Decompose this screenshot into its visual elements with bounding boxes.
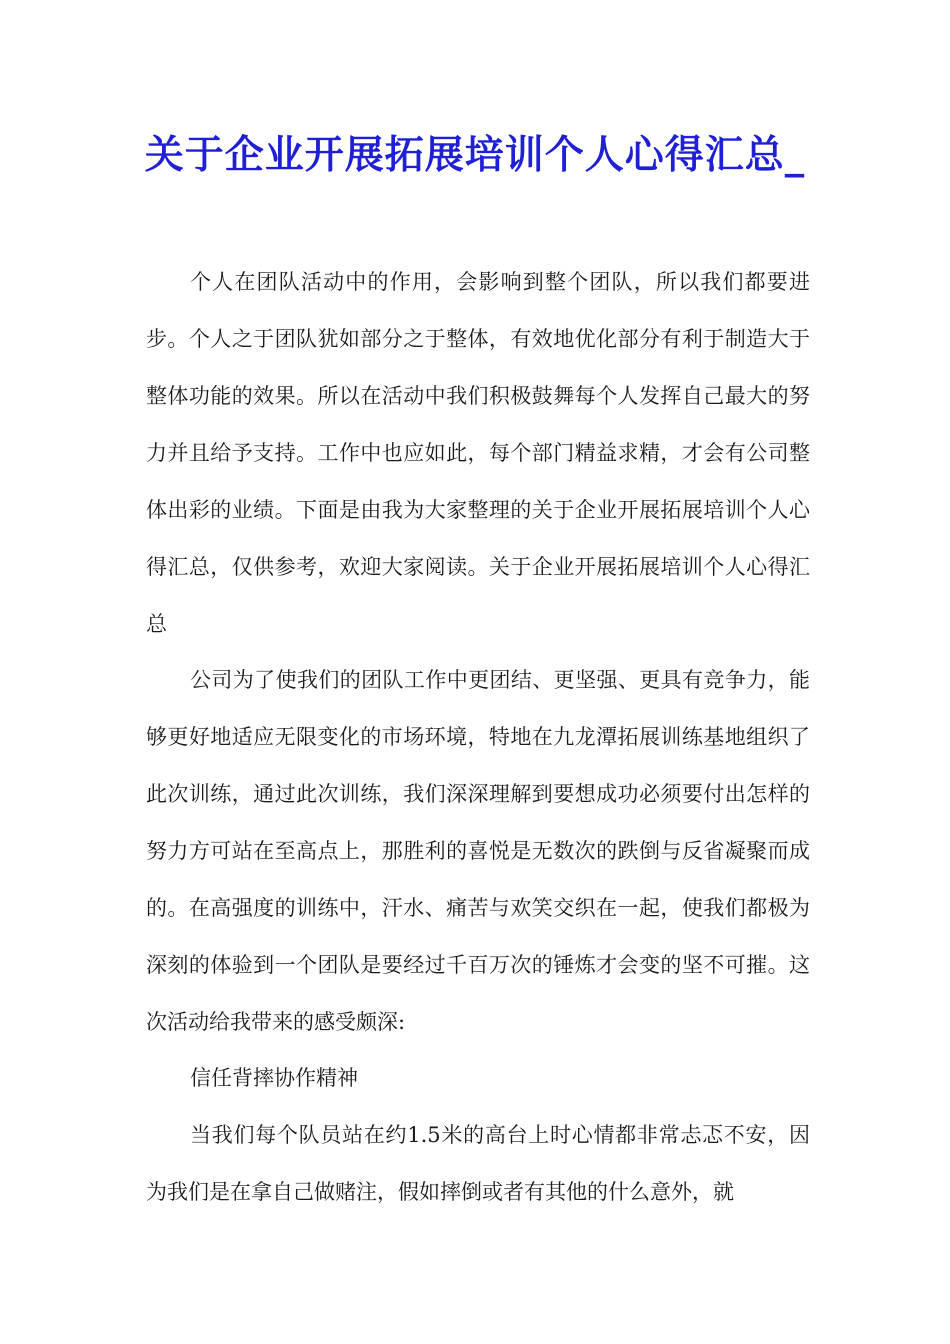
paragraph-intro: 个人在团队活动中的作用，会影响到整个团队，所以我们都要进步。个人之于团队犹如部分之于整体，有效地优化部分有利于制造大于整体功能的效果。所以在活动中我们积极鼓舞每个人发挥自己最大的努力并且给予支持。工作中也应如此，每个部门精益求精，才会有公司整体出彩的业绩。下面是由我为大家整理的关于企业开展拓展培训个人心得汇总，仅供参考，欢迎大家阅读。关于企业开展拓展培训个人心得汇总 <box>146 270 810 636</box>
section-heading-trust-fall: 信任背摔协作精神 <box>190 1066 358 1090</box>
document-title: 关于企业开展拓展培训个人心得汇总_ <box>144 132 806 178</box>
paragraph-trust-fall: 当我们每个队员站在约1.5米的高台上时心情都非常忐忑不安，因为我们是在拿自己做赌注，假如摔倒或者有其他的什么意外，就 <box>146 1123 810 1204</box>
paragraph-training: 公司为了使我们的团队工作中更团结、更坚强、更具有竞争力，能够更好地适应无限变化的市场环境，特地在九龙潭拓展训练基地组织了此次训练，通过此次训练，我们深深理解到要想成功必须要付出怎样的努力方可站在至高点上，那胜利的喜悦是无数次的跌倒与反省凝聚而成的。在高强度的训练中，汗水、痛苦与欢笑交织在一起，使我们都极为深刻的体验到一个团队是要经过千百万次的锤炼才会变的坚不可摧。这次活动给我带来的感受颇深: <box>146 668 810 1034</box>
